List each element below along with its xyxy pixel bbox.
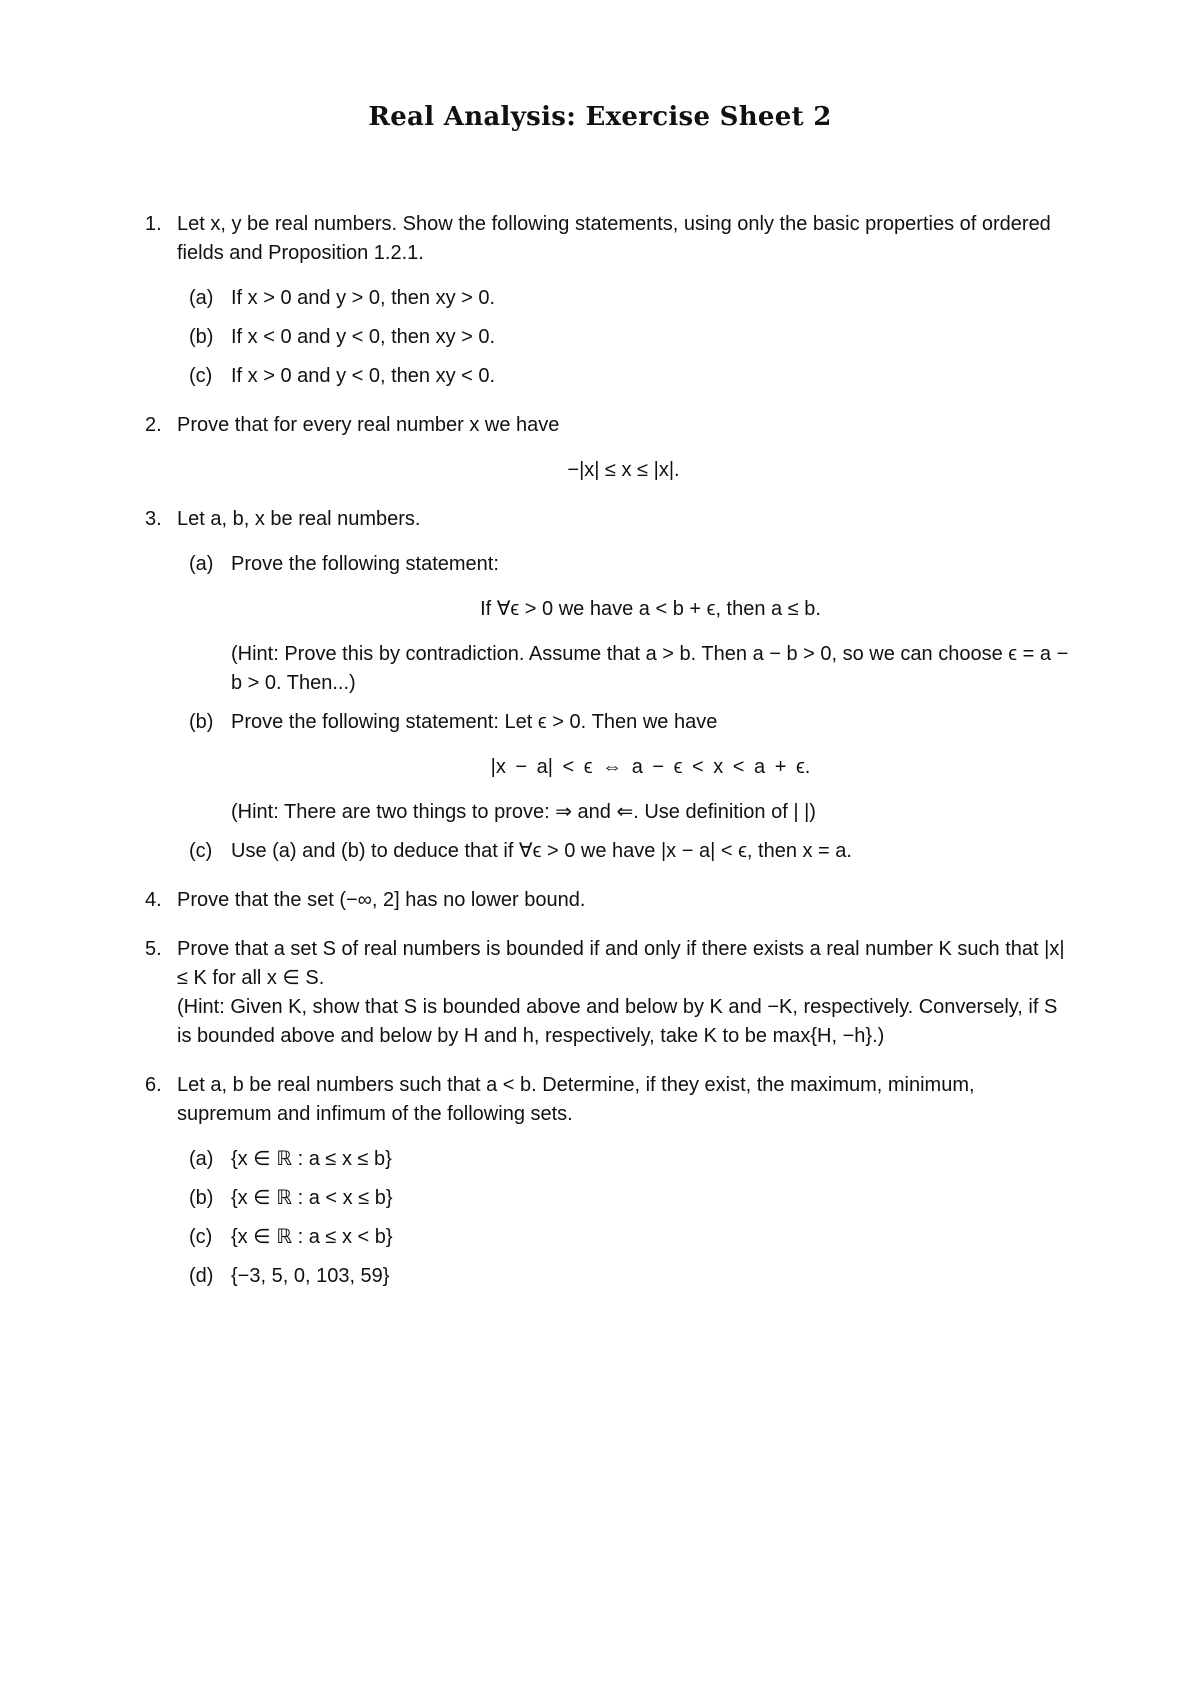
problem-1 [145,210,1070,391]
hint-text: (Hint: Prove this by contradiction. Assume that a > b. Then a − b > 0, so we can choose ϵ = a − b > 0. Then...) [231,643,1069,694]
problem-number: 2. [145,414,162,436]
subpart-text: {x ∈ ℝ : a < x ≤ b} [231,1187,393,1209]
problem-statement: Prove that for every real number x we have [177,414,560,436]
subpart-text: Prove the following statement: Let ϵ > 0. Then we have [231,711,718,733]
subpart-label: (a) [189,553,214,575]
problem-list [145,210,1070,1311]
problem-statement: Prove that a set S of real numbers is bounded if and only if there exists a real number K such that |x| ≤ K for all x ∈ S. [177,938,1065,989]
subpart-text: Prove the following statement: [231,553,499,575]
problem-number: 4. [145,889,162,911]
problem-number: 5. [145,938,162,960]
subpart-text: {x ∈ ℝ : a ≤ x < b} [231,1226,393,1248]
subpart-label: (b) [189,326,214,348]
hint-text: (Hint: There are two things to prove: ⇒ and ⇐. Use definition of | |) [231,801,816,823]
subpart [177,1184,1070,1213]
subpart [177,1262,1070,1291]
subpart-list [177,550,1070,866]
subpart-list [177,1145,1070,1291]
subpart-label: (d) [189,1265,214,1287]
subpart-text: If x > 0 and y > 0, then xy > 0. [231,287,496,309]
display-equation: If ∀ϵ > 0 we have a < b + ϵ, then a ≤ b. [480,598,821,620]
display-equation: |x − a| < ϵ ⇔ a − ϵ < x < a + ϵ. [490,756,811,778]
subpart [177,362,1070,391]
problem-5 [145,935,1070,1051]
subpart-label: (c) [189,365,213,387]
hint-text: (Hint: Given K, show that S is bounded above and below by K and −K, respectively. Conversely, if S is bounded above and below by H and h, respectively, take K to be max{H, −h}.) [177,996,1058,1047]
page-title: Real Analysis: Exercise Sheet 2 [368,102,832,132]
subpart-text: {x ∈ ℝ : a ≤ x ≤ b} [231,1148,392,1170]
problem-statement: Let a, b be real numbers such that a < b. Determine, if they exist, the maximum, minimum, supremum and infimum of the following sets. [177,1074,975,1125]
subpart-list [177,284,1070,391]
subpart [177,323,1070,352]
subpart-label: (c) [189,1226,213,1248]
subpart [177,837,1070,866]
problem-3 [145,505,1070,866]
problem-statement: Prove that the set (−∞, 2] has no lower bound. [177,889,586,911]
subpart-text: Use (a) and (b) to deduce that if ∀ϵ > 0 we have |x − a| < ϵ, then x = a. [231,840,852,862]
subpart-label: (a) [189,287,214,309]
problem-number: 6. [145,1074,162,1096]
subpart-text: {−3, 5, 0, 103, 59} [231,1265,390,1287]
subpart [177,284,1070,313]
problem-4 [145,886,1070,915]
subpart-label: (c) [189,840,213,862]
subpart [177,1223,1070,1252]
subpart-text: If x > 0 and y < 0, then xy < 0. [231,365,496,387]
subpart [177,1145,1070,1174]
problem-number: 3. [145,508,162,530]
problem-statement: Let a, b, x be real numbers. [177,508,421,530]
subpart [177,550,1070,698]
display-equation: −|x| ≤ x ≤ |x|. [567,459,680,481]
problem-number: 1. [145,213,162,235]
problem-2 [145,411,1070,485]
subpart-label: (b) [189,1187,214,1209]
problem-6 [145,1071,1070,1291]
subpart-label: (b) [189,711,214,733]
problem-statement: Let x, y be real numbers. Show the following statements, using only the basic properties of ordered fields and Proposition 1.2.1. [177,213,1051,264]
subpart [177,708,1070,827]
subpart-text: If x < 0 and y < 0, then xy > 0. [231,326,496,348]
subpart-label: (a) [189,1148,214,1170]
